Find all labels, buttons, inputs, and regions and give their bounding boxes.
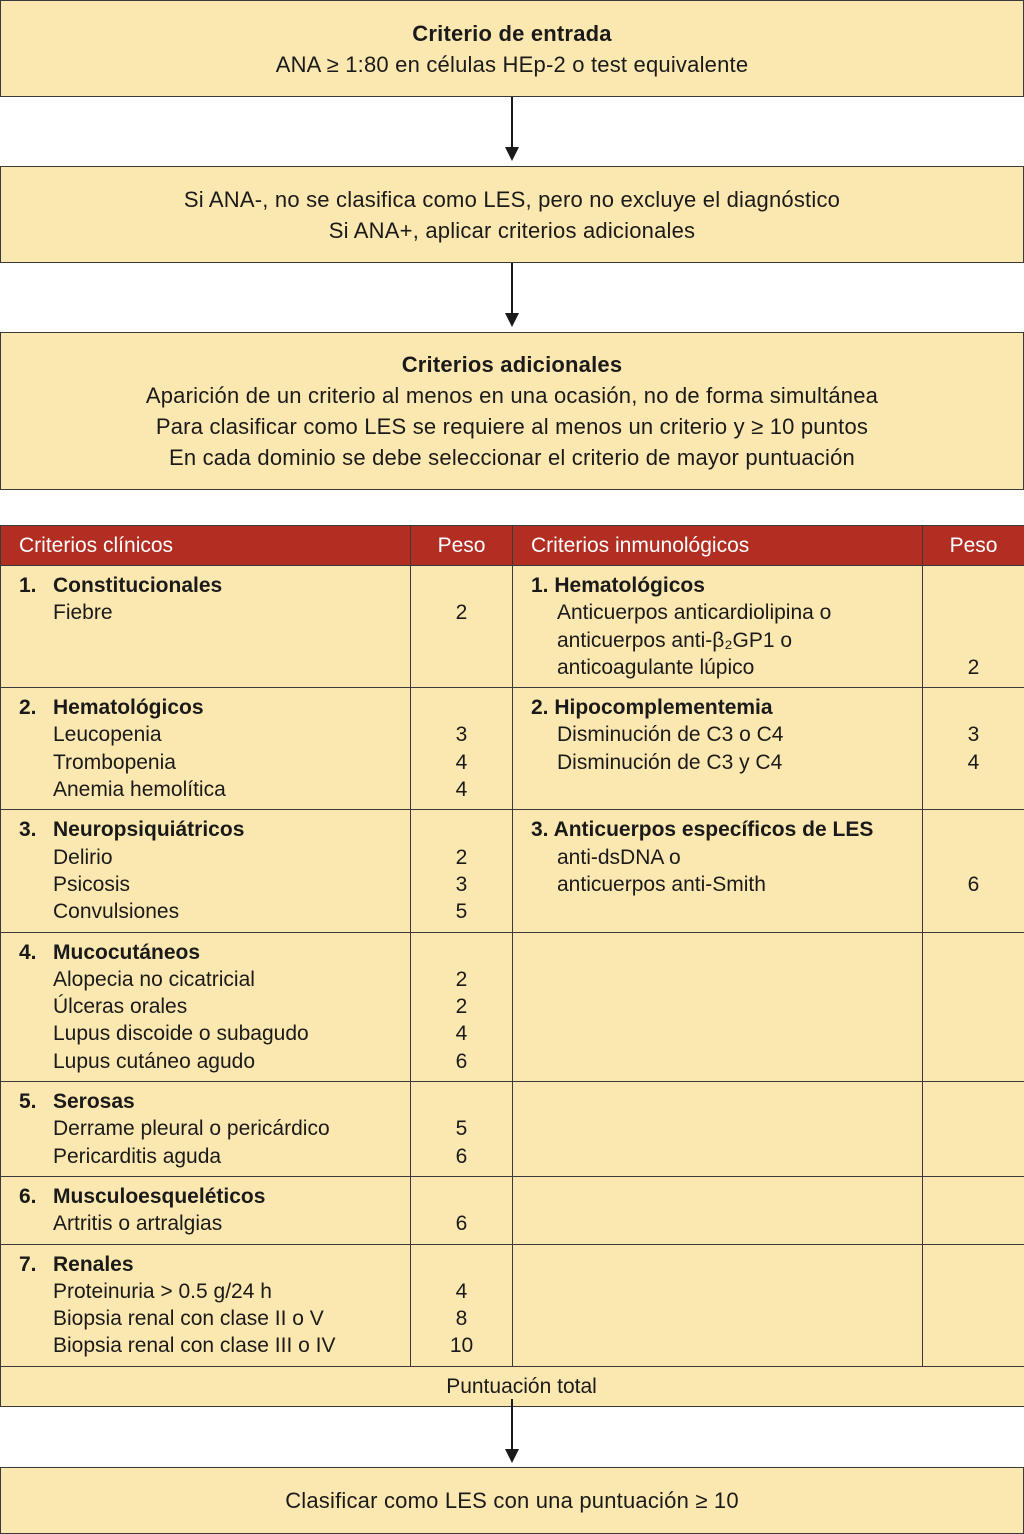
empty-cell	[513, 1082, 923, 1177]
weight-value: 2	[455, 967, 468, 991]
clinical-item: Leucopenia	[53, 723, 162, 747]
weight-value: 6	[967, 872, 980, 896]
immuno-domain-cell	[513, 688, 923, 810]
entry-title: Criterio de entrada	[412, 20, 612, 46]
empty-cell	[923, 1176, 1024, 1244]
clinical-domain-cell	[1, 932, 411, 1081]
criteria-table	[0, 525, 1024, 1407]
weight-value: 2	[967, 655, 980, 679]
clinical-weight-cell	[411, 932, 513, 1081]
immuno-item: Disminución de C3 y C4	[557, 750, 783, 774]
empty-cell	[513, 1244, 923, 1366]
additional-line-3: En cada dominio se debe seleccionar el criterio de mayor puntuación	[168, 445, 855, 470]
entry-text: ANA ≥ 1:80 en células HEp-2 o test equivalente	[275, 51, 749, 77]
clinical-domain-cell	[1, 1176, 411, 1244]
weight-value: 2	[455, 845, 468, 869]
ana-result-box	[0, 166, 1024, 263]
table-row	[1, 810, 1024, 932]
clinical-domain-cell	[1, 1082, 411, 1177]
table-row	[1, 1176, 1024, 1244]
final-text: Clasificar como LES con una puntuación ≥ 10	[285, 1488, 739, 1513]
clinical-item: Derrame pleural o pericárdico	[53, 1117, 330, 1141]
immuno-item: anticuerpos anti-Smith	[557, 872, 766, 896]
weight-value: 3	[967, 723, 980, 747]
weight-value: 4	[455, 1279, 468, 1303]
arrow-down-icon	[511, 263, 513, 325]
header-weight-immuno: Peso	[923, 526, 1024, 566]
immuno-item: Anticuerpos anticardiolipina o	[557, 601, 832, 625]
clinical-weight-cell	[411, 1082, 513, 1177]
immuno-item: anti-dsDNA o	[557, 845, 681, 869]
weight-value: 10	[449, 1334, 474, 1358]
weight-value: 4	[455, 1022, 468, 1046]
empty-cell	[513, 1176, 923, 1244]
immuno-domain-2: 2. Hipocomplementemia	[531, 696, 773, 720]
immuno-item: anticoagulante lúpico	[557, 655, 755, 679]
weight-value: 4	[967, 750, 980, 774]
weight-value: 2	[455, 601, 468, 625]
immuno-domain-3: 3. Anticuerpos específicos de LES	[531, 818, 874, 842]
clinical-item: Fiebre	[53, 601, 113, 625]
weight-value: 8	[455, 1307, 468, 1331]
weight-value: 5	[455, 900, 468, 924]
additional-line-1: Aparición de un criterio al menos en una ocasión, no de forma simultánea	[145, 383, 879, 408]
immuno-domain-cell	[513, 566, 923, 688]
empty-cell	[513, 932, 923, 1081]
final-classification-box	[0, 1467, 1024, 1534]
immuno-item: anticuerpos anti-β₂GP1 o	[557, 628, 793, 652]
immuno-item: Disminución de C3 o C4	[557, 723, 784, 747]
clinical-domain-3: 3. Neuropsiquiátricos	[19, 818, 245, 842]
clinical-weight-cell	[411, 688, 513, 810]
weight-value: 6	[455, 1212, 468, 1236]
empty-cell	[923, 932, 1024, 1081]
immuno-weight-cell	[923, 688, 1024, 810]
clinical-domain-cell	[1, 566, 411, 688]
clinical-item: Lupus cutáneo agudo	[53, 1049, 256, 1073]
table-row	[1, 1244, 1024, 1366]
additional-title: Criterios adicionales	[401, 352, 623, 377]
clinical-item: Alopecia no cicatricial	[53, 967, 255, 991]
clinical-item: Proteinuria > 0.5 g/24 h	[53, 1279, 272, 1303]
entry-criterion-box	[0, 0, 1024, 97]
clinical-domain-cell	[1, 688, 411, 810]
weight-value: 4	[455, 750, 468, 774]
ana-negative-text: Si ANA-, no se clasifica como LES, pero no excluye el diagnóstico	[183, 186, 841, 212]
clinical-item: Anemia hemolítica	[53, 778, 226, 802]
clinical-domain-7: 7. Renales	[19, 1252, 134, 1276]
weight-value: 6	[455, 1049, 468, 1073]
clinical-weight-cell	[411, 810, 513, 932]
immuno-domain-cell	[513, 810, 923, 932]
clinical-item: Trombopenia	[53, 750, 176, 774]
clinical-item: Biopsia renal con clase III o IV	[53, 1334, 336, 1358]
clinical-weight-cell	[411, 1244, 513, 1366]
table-header-row	[1, 526, 1024, 566]
clinical-domain-cell	[1, 1244, 411, 1366]
weight-value: 6	[455, 1144, 468, 1168]
clinical-domain-2: 2. Hematológicos	[19, 696, 204, 720]
clinical-domain-cell	[1, 810, 411, 932]
header-immuno: Criterios inmunológicos	[513, 526, 923, 566]
immuno-weight-cell	[923, 810, 1024, 932]
weight-value: 3	[455, 723, 468, 747]
weight-value: 2	[455, 995, 468, 1019]
clinical-item: Biopsia renal con clase II o V	[53, 1307, 324, 1331]
weight-value: 5	[455, 1117, 468, 1141]
additional-criteria-box	[0, 332, 1024, 490]
header-clinical: Criterios clínicos	[1, 526, 411, 566]
additional-line-2: Para clasificar como LES se requiere al menos un criterio y ≥ 10 puntos	[155, 414, 869, 439]
clinical-weight-cell	[411, 566, 513, 688]
weight-value: 4	[455, 778, 468, 802]
total-score: Puntuación total	[1, 1366, 1024, 1406]
clinical-item: Úlceras orales	[53, 995, 188, 1019]
weight-value: 3	[455, 872, 468, 896]
empty-cell	[923, 1082, 1024, 1177]
clinical-domain-5: 5. Serosas	[19, 1090, 135, 1114]
ana-positive-text: Si ANA+, aplicar criterios adicionales	[328, 217, 696, 243]
table-row	[1, 566, 1024, 688]
immuno-weight-cell	[923, 566, 1024, 688]
clinical-domain-1: 1. Constitucionales	[19, 574, 223, 597]
clinical-domain-4: 4. Mucocutáneos	[19, 940, 201, 964]
empty-cell	[923, 1244, 1024, 1366]
clinical-weight-cell	[411, 1176, 513, 1244]
header-weight-clinical: Peso	[411, 526, 513, 566]
clinical-item: Lupus discoide o subagudo	[53, 1022, 309, 1046]
clinical-domain-6: 6. Musculoesqueléticos	[19, 1184, 266, 1208]
clinical-item: Convulsiones	[53, 900, 180, 924]
clinical-item: Psicosis	[53, 872, 131, 896]
arrow-down-icon	[511, 1399, 513, 1461]
clinical-item: Artritis o artralgias	[53, 1212, 223, 1236]
immuno-domain-1: 1. Hematológicos	[531, 574, 705, 597]
table-row	[1, 1082, 1024, 1177]
arrow-down-icon	[511, 97, 513, 159]
clinical-item: Pericarditis aguda	[53, 1144, 222, 1168]
table-row	[1, 688, 1024, 810]
table-row	[1, 932, 1024, 1081]
clinical-item: Delirio	[53, 845, 113, 869]
